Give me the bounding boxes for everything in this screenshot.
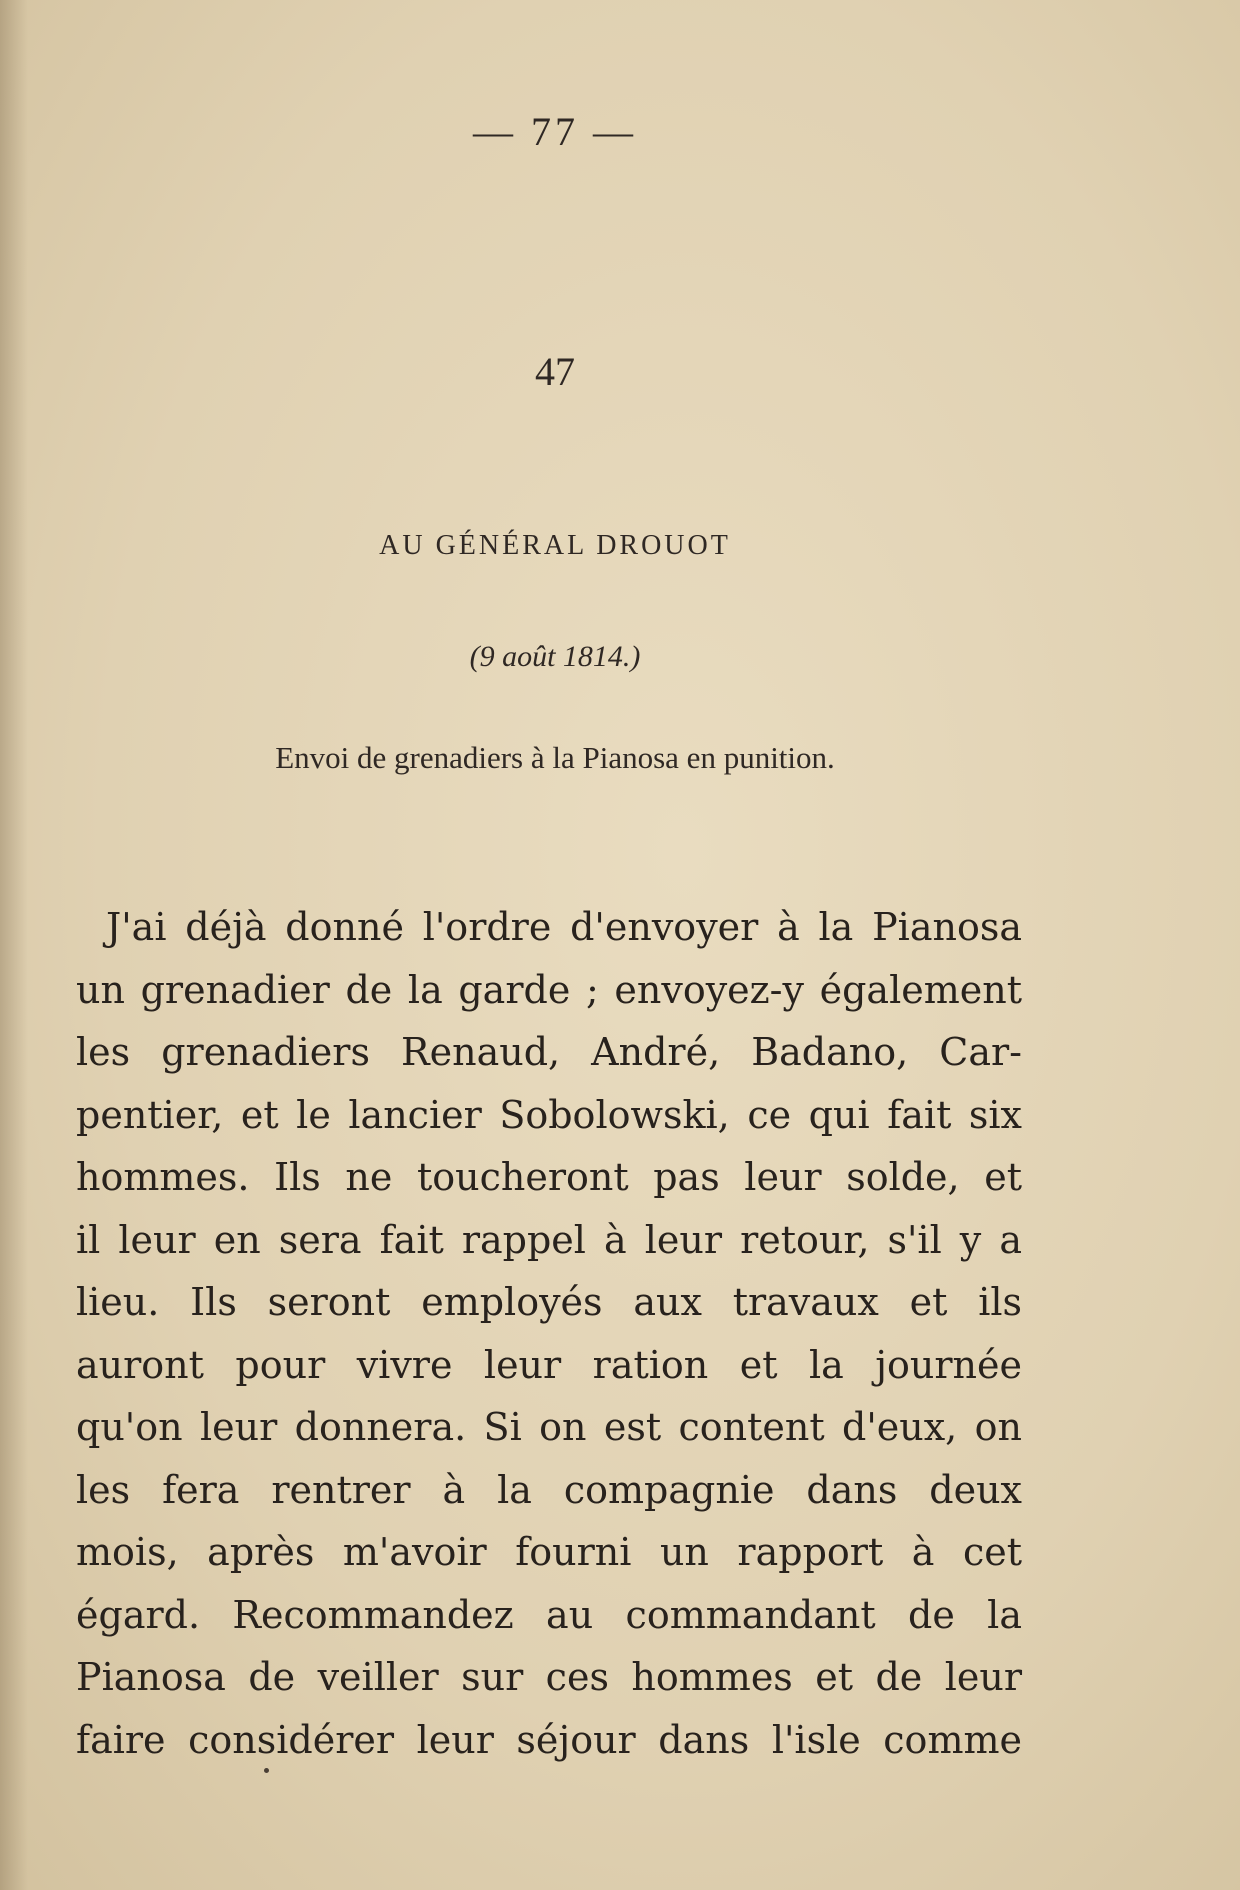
body-line: les fera rentrer à la compagnie dans deux <box>76 1467 1022 1512</box>
page-edge-shadow <box>0 0 28 1890</box>
letter-date: (9 août 1814.) <box>469 640 641 673</box>
body-line: égard. Recommandez au commandant de la <box>76 1592 1022 1637</box>
page-number: — 77 — <box>473 109 637 154</box>
letter-number: 47 <box>535 349 575 394</box>
body-line: faire considérer leur séjour dans l'isle comme <box>76 1717 1022 1762</box>
letter-addressee: AU GÉNÉRAL DROUOT <box>379 530 731 561</box>
body-line: il leur en sera fait rappel à leur retour, s'il y a <box>76 1217 1022 1262</box>
body-line: mois, après m'avoir fourni un rapport à cet <box>76 1530 1022 1574</box>
letter-body <box>76 896 1022 1771</box>
body-line: qu'on leur donnera. Si on est content d'eux, on <box>76 1405 1022 1449</box>
body-line: hommes. Ils ne toucheront pas leur solde, et <box>76 1155 1022 1199</box>
body-line: lieu. Ils seront employés aux travaux et ils <box>76 1280 1022 1324</box>
body-line: Pianosa de veiller sur ces hommes et de leur <box>76 1655 1022 1699</box>
body-line: J'ai déjà donné l'ordre d'envoyer à la Pianosa <box>106 905 1022 949</box>
ink-speck <box>264 1768 269 1773</box>
body-line: pentier, et le lancier Sobolowski, ce qui fait six <box>76 1092 1022 1137</box>
body-line: les grenadiers Renaud, André, Badano, Car- <box>76 1030 1022 1074</box>
letter-summary: Envoi de grenadiers à la Pianosa en punition. <box>275 740 835 775</box>
body-line: un grenadier de la garde ; envoyez-y également <box>76 967 1022 1012</box>
body-line: auront pour vivre leur ration et la journée <box>76 1342 1022 1387</box>
